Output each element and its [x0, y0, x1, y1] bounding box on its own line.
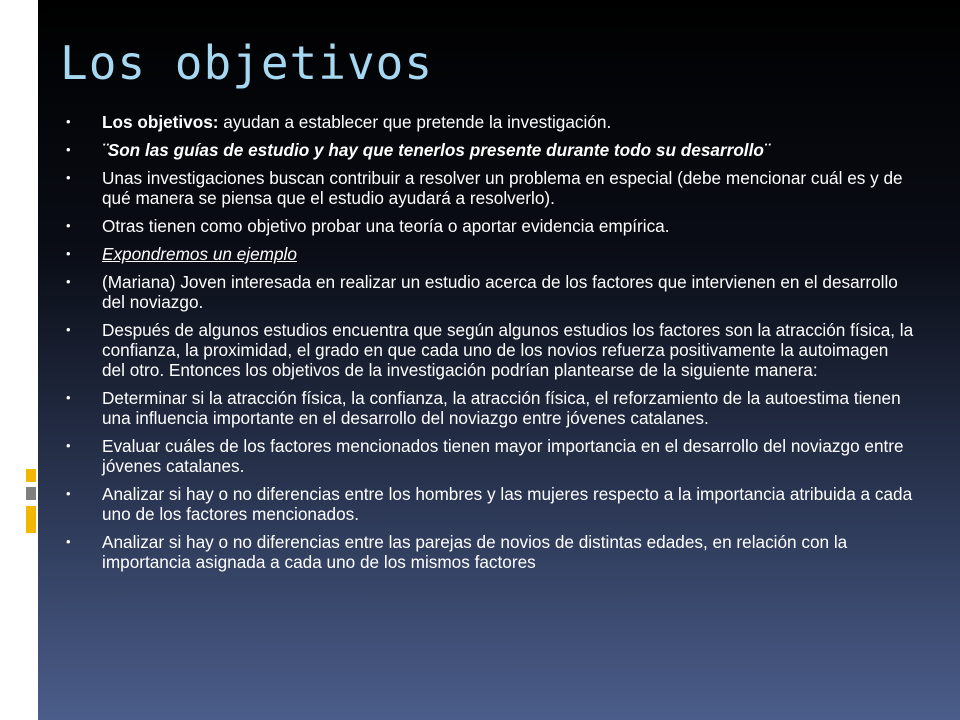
bullet-quote: ¨Son las guías de estudio y hay que tenerlos presente durante todo su desarrollo¨ [102, 140, 770, 160]
bullet-lead-bold: Los objetivos: [102, 112, 219, 132]
bullet-item [66, 272, 916, 312]
left-white-strip [0, 0, 38, 720]
bullet-item [66, 320, 916, 380]
bullet-text: Analizar si hay o no diferencias entre las parejas de novios de distintas edades, en relación con la importancia asignada a cada uno de los mismos factores [102, 532, 848, 572]
bullet-list [66, 112, 916, 580]
bullet-item [66, 112, 916, 132]
accent-bar-gray [26, 487, 36, 500]
bullet-example-link: Expondremos un ejemplo [102, 244, 297, 264]
bullet-text: Otras tienen como objetivo probar una teoría o aportar evidencia empírica. [102, 216, 670, 236]
bullet-text: Evaluar cuáles de los factores mencionados tienen mayor importancia en el desarrollo del noviazgo entre jóvenes catalanes. [102, 436, 904, 476]
bullet-item [66, 484, 916, 524]
bullet-item [66, 140, 916, 160]
accent-bar-yellow-bottom [26, 506, 36, 533]
bullet-item [66, 436, 916, 476]
bullet-item [66, 532, 916, 572]
bullet-item [66, 388, 916, 428]
bullet-text: ayudan a establecer que pretende la investigación. [218, 112, 612, 132]
bullet-text: Después de algunos estudios encuentra que según algunos estudios los factores son la atracción física, la confianza, la proximidad, el grado en que cada uno de los novios refuerza positivamente la autoimagen del otro. Entonces los objetivos de la investigación podrían plantearse de la siguiente manera: [102, 320, 914, 380]
bullet-item [66, 168, 916, 208]
bullet-text: Unas investigaciones buscan contribuir a resolver un problema en especial (debe mencionar cuál es y de qué manera se piensa que el estudio ayudará a resolverlo). [102, 168, 903, 208]
bullet-item [66, 216, 916, 236]
accent-bar-yellow-top [26, 469, 36, 482]
bullet-text: Determinar si la atracción física, la confianza, la atracción física, el reforzamiento de la autoestima tienen una influencia importante en el desarrollo del noviazgo entre jóvenes catalanes. [102, 388, 901, 428]
bullet-text: (Mariana) Joven interesada en realizar un estudio acerca de los factores que intervienen en el desarrollo del noviazgo. [102, 272, 898, 312]
bullet-text: Analizar si hay o no diferencias entre los hombres y las mujeres respecto a la importancia atribuida a cada uno de los factores mencionados. [102, 484, 913, 524]
slide-title: Los objetivos [60, 36, 434, 90]
bullet-item [66, 244, 916, 264]
